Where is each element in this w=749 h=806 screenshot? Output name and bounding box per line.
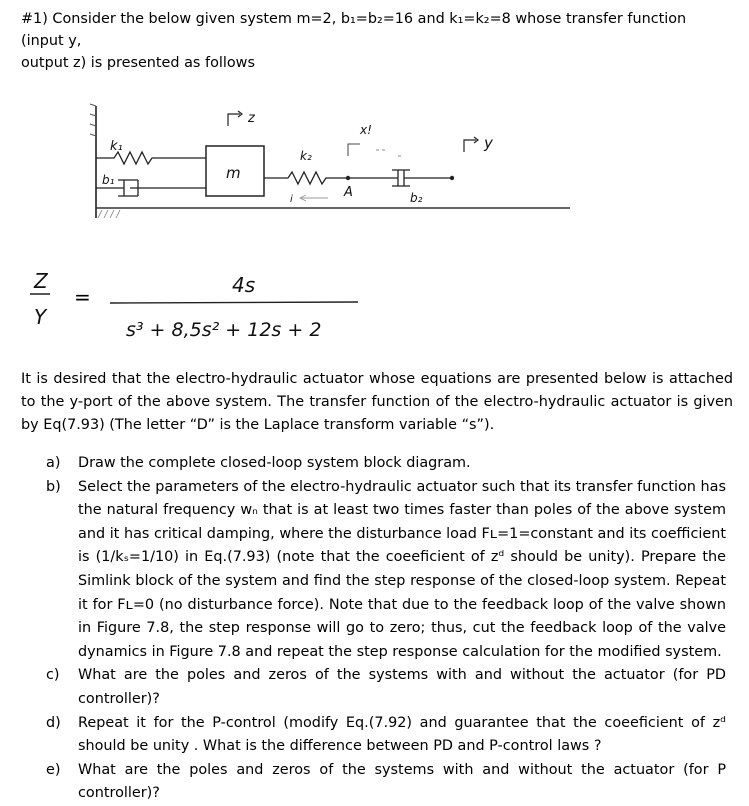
label-A: A: [344, 185, 353, 200]
label-k2: k₂: [300, 149, 312, 163]
transfer-function: [0, 244, 420, 344]
z-arrow: [228, 114, 240, 126]
label-z: z: [248, 111, 255, 126]
question-text: Draw the complete closed-loop system block diagram.: [78, 455, 471, 471]
label-m: m: [226, 164, 241, 182]
intro-line-2: output z) is presented as follows: [21, 55, 255, 71]
label-b1: b₁: [102, 173, 115, 187]
problem-intro: [21, 8, 733, 74]
question-text: What are the poles and zeros of the systems with and without the actuator (for P controller)?: [78, 761, 726, 802]
tf-lhs-numerator: Z: [34, 269, 48, 293]
spring-k2: [264, 172, 348, 184]
x-arrow: [348, 144, 360, 156]
label-x: x!: [360, 123, 372, 137]
question-text: What are the poles and zeros of the systems with and without the actuator (for PD controller)?: [78, 667, 726, 707]
label-b2: b₂: [410, 191, 423, 205]
label-y: y: [484, 134, 493, 152]
mechanical-system-diagram: [80, 98, 570, 230]
tf-denominator: s³ + 8,5s² + 12s + 2: [126, 319, 322, 341]
intro-line-1: #1) Consider the below given system m=2, b₁=b₂=16 and k₁=k₂=8 whose transfer function (input y,: [21, 11, 687, 49]
actuator-paragraph: It is desired that the electro-hydraulic actuator whose equations are presented below is attached to the y-port of the above system. The transfer function of the electro-hydraulic actuator is given by Eq(7.93) (The letter “D” is the Laplace transform variable “s”).: [21, 371, 733, 433]
damper-b2: [348, 170, 452, 186]
tf-equals: =: [74, 285, 91, 309]
question-list: [46, 452, 726, 806]
tf-numerator: 4s: [232, 273, 256, 297]
question-letter: c): [46, 667, 60, 684]
label-i: i: [290, 194, 293, 205]
question-e: [46, 759, 726, 806]
question-b: [46, 476, 726, 665]
question-letter: e): [46, 761, 61, 778]
question-a: [46, 452, 726, 476]
question-c: [46, 664, 726, 711]
question-letter: d): [46, 714, 61, 731]
question-text: Repeat it for the P-control (modify Eq.(7.92) and guarantee that the coeeficient of zᵈ should be unity . What is the difference between PD and P-control laws ?: [78, 714, 726, 755]
question-d: [46, 712, 726, 759]
y-arrow: [464, 140, 476, 152]
question-letter: a): [46, 455, 61, 471]
label-k1: k₁: [110, 139, 123, 154]
question-text: Select the parameters of the electro-hydraulic actuator such that its transfer function has the natural frequency wₙ that is at least two times faster than poles of the above system and it has critical damping, where the disturbance load Fʟ=1=constant and its coefficient is (1/kₛ=1/10) in Eq.(7.93) (note that the coeeficient of zᵈ should be unity). Prepare the Simlink block of the system and find the step response of the closed-loop system. Repeat it for Fʟ=0 (no disturbance force). Note that due to the feedback loop of the valve shown in Figure 7.8, the step response will go to zero; thus, cut the feedback loop of the valve dynamics in Figure 7.8 and repeat the step response calculation for the modified system.: [78, 478, 726, 660]
tf-lhs-denominator: Y: [34, 305, 47, 329]
question-letter: b): [46, 478, 61, 495]
